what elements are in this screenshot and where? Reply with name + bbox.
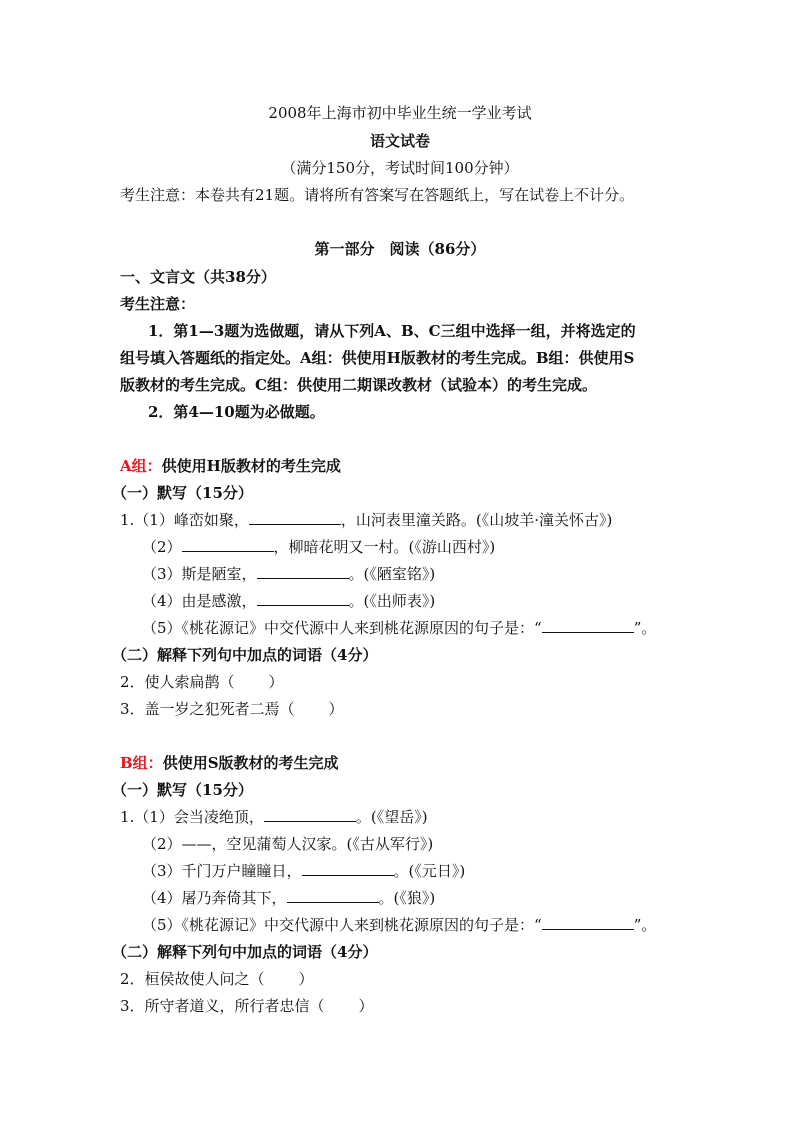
group-a-q1-1: 1.（1）峰峦如聚， ，山河表里潼关路。(《山坡羊·潼关怀古》)	[120, 511, 613, 529]
group-b-q3: 3．所守者道义，所行者忠信（ ）	[120, 997, 374, 1015]
paper-title: 语文试卷	[369, 132, 430, 150]
answer-blank	[249, 510, 341, 525]
group-b-sub1: （一）默写（15分）	[112, 781, 253, 799]
group-a-q1-5: （5）《桃花源记》中交代源中人来到桃花源原因的句子是：“ ”。	[142, 619, 657, 637]
rule2: 2．第4—10题为必做题。	[148, 403, 325, 421]
group-b-q1-3: （3）千门万户瞳瞳日， 。(《元日》)	[142, 862, 466, 880]
answer-blank	[542, 618, 634, 633]
notice-label: 考生注意：	[120, 295, 196, 313]
rule1-line3: 版教材的考生完成。C组：供使用二期课改教材（试验本）的考生完成。	[120, 376, 597, 394]
answer-blank	[257, 591, 349, 606]
group-a-q3: 3．盖一岁之犯死者二焉（ ）	[120, 700, 344, 718]
group-b-desc: 供使用S版教材的考生完成	[162, 754, 339, 772]
rule1-line1: 1．第1—3题为选做题，请从下列A、B、C三组中选择一组，并将选定的	[148, 322, 636, 340]
answer-blank	[257, 564, 349, 579]
exam-info: （满分150分，考试时间100分钟）	[281, 159, 519, 177]
answer-blank	[182, 537, 274, 552]
group-b-sub2: （二）解释下列句中加点的词语（4分）	[112, 943, 378, 961]
answer-blank	[287, 888, 379, 903]
group-a-label: A组：	[120, 457, 162, 475]
exam-notice: 考生注意：本卷共有21题。请将所有答案写在答题纸上，写在试卷上不计分。	[120, 186, 635, 204]
section1-heading: 一、文言文（共38分）	[120, 268, 276, 286]
group-b-q1-5: （5）《桃花源记》中交代源中人来到桃花源原因的句子是：“ ”。	[142, 916, 657, 934]
answer-blank	[302, 861, 394, 876]
group-a-q1-4: （4）由是感激， 。(《出师表》)	[142, 592, 436, 610]
rule1-line2: 组号填入答题纸的指定处。A组：供使用H版教材的考生完成。B组：供使用S	[120, 349, 635, 367]
group-b-q1-4: （4）屠乃奔倚其下， 。(《狼》)	[142, 889, 436, 907]
group-a-sub2: （二）解释下列句中加点的词语（4分）	[112, 646, 378, 664]
group-a-q1-3: （3）斯是陋室， 。(《陋室铭》)	[142, 565, 436, 583]
group-b-q1-1: 1.（1）会当凌绝顶， 。(《望岳》)	[120, 808, 428, 826]
answer-blank	[264, 807, 356, 822]
part1-heading: 第一部分 阅读（86分）	[314, 240, 486, 258]
exam-title: 2008年上海市初中毕业生统一学业考试	[268, 104, 532, 122]
group-b-q2: 2．桓侯故使人问之（ ）	[120, 970, 314, 988]
group-a-q1-2: （2） ，柳暗花明又一村。(《游山西村》)	[142, 538, 496, 556]
group-a-q2: 2．使人索扁鹊（ ）	[120, 673, 284, 691]
group-b-q1-2: （2）——，空见蒲萄人汉家。(《古从军行》)	[142, 835, 434, 853]
group-b-heading	[120, 752, 339, 774]
answer-blank	[542, 915, 634, 930]
group-b-label: B组：	[120, 754, 163, 772]
group-a-heading	[120, 455, 341, 477]
group-a-desc: 供使用H版教材的考生完成	[161, 457, 341, 475]
group-a-sub1: （一）默写（15分）	[112, 484, 253, 502]
